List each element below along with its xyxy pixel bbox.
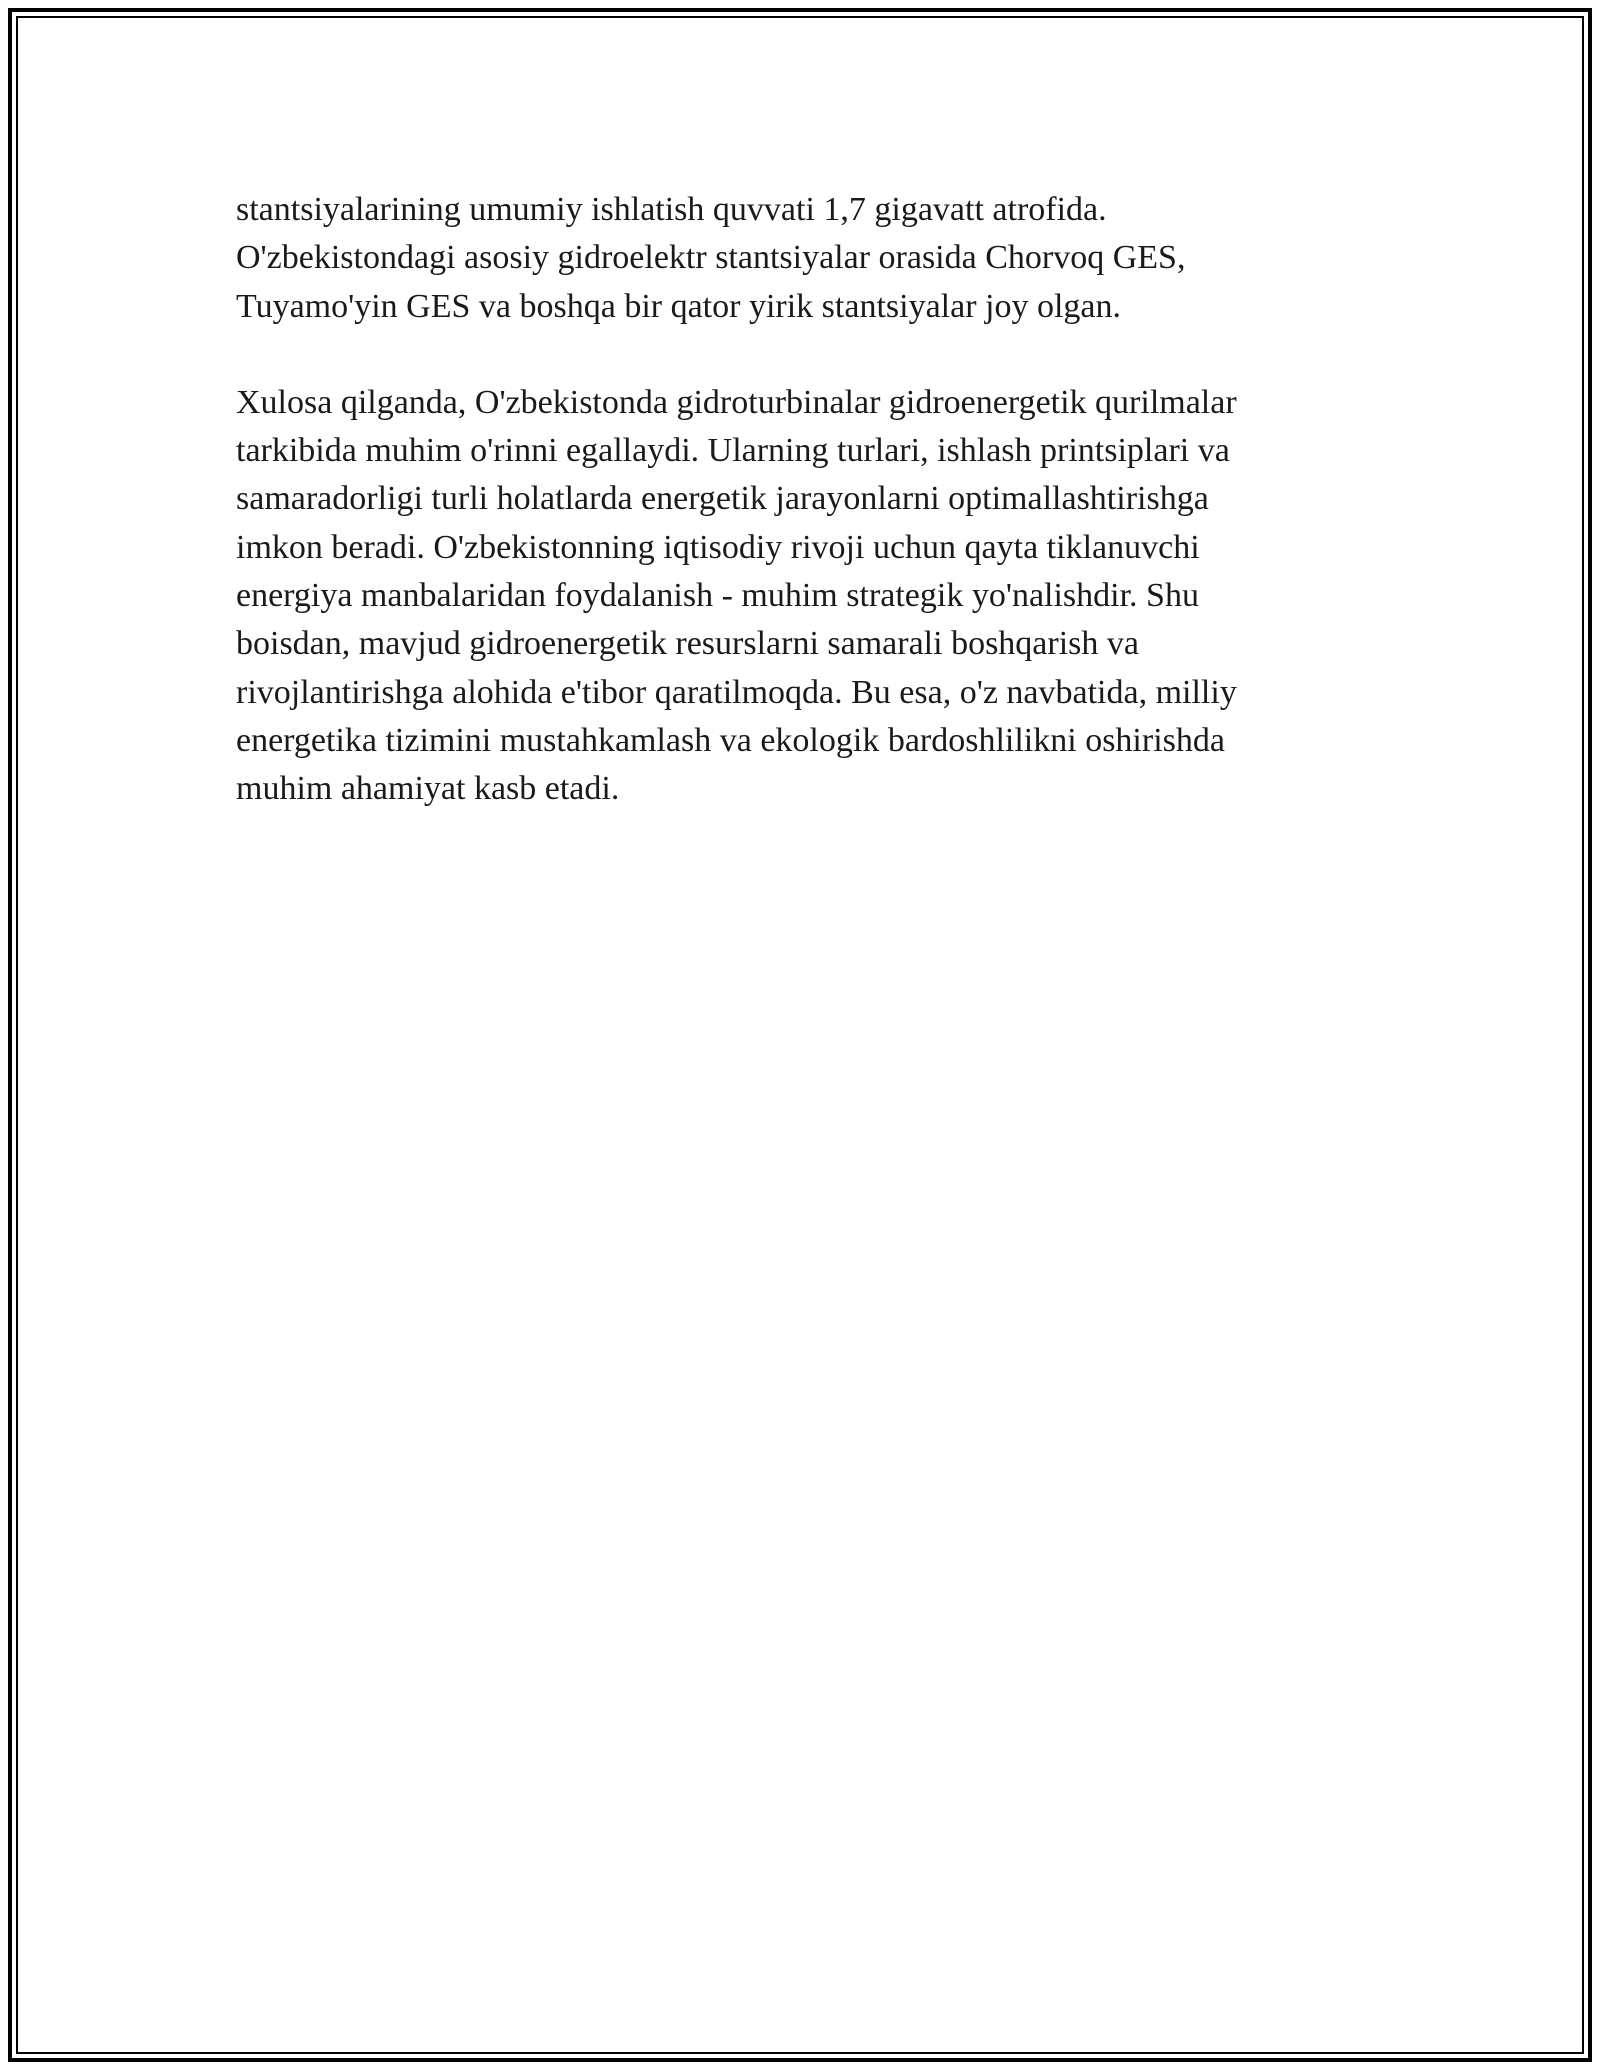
text-line: samaradorligi turli holatlarda energetik jarayonlarni optimallashtirishga (236, 480, 1209, 518)
text-line: stantsiyalarining umumiy ishlatish quvvati 1,7 gigavatt atrofida. (236, 191, 1107, 228)
text-line: energetika tizimini mustahkamlash va ekologik bardoshlilikni oshirishda (236, 721, 1225, 759)
text-line: tarkibida muhim o'rinni egallaydi. Ularning turlari, ishlash printsiplari va (236, 432, 1230, 470)
text-line: energiya manbalaridan foydalanish - muhim strategik yo'nalishdir. Shu (236, 577, 1199, 615)
paragraph-1 (236, 186, 1356, 331)
text-line: Tuyamo'yin GES va boshqa bir qator yirik stantsiyalar joy olgan. (236, 287, 1121, 325)
text-line: muhim ahamiyat kasb etadi. (236, 770, 620, 808)
text-line: O'zbekistondagi asosiy gidroelektr stantsiyalar orasida Chorvoq GES, (236, 239, 1186, 277)
document-body (236, 186, 1356, 814)
text-line: rivojlantirishga alohida e'tibor qaratilmoqda. Bu esa, o'z navbatida, milliy (236, 673, 1237, 711)
text-line: boisdan, mavjud gidroenergetik resurslarni samarali boshqarish va (236, 625, 1139, 663)
paragraph-2 (236, 379, 1356, 814)
text-line: Xulosa qilganda, O'zbekistonda gidroturbinalar gidroenergetik qurilmalar (236, 383, 1237, 421)
text-line: imkon beradi. O'zbekistonning iqtisodiy rivoji uchun qayta tiklanuvchi (236, 528, 1200, 566)
